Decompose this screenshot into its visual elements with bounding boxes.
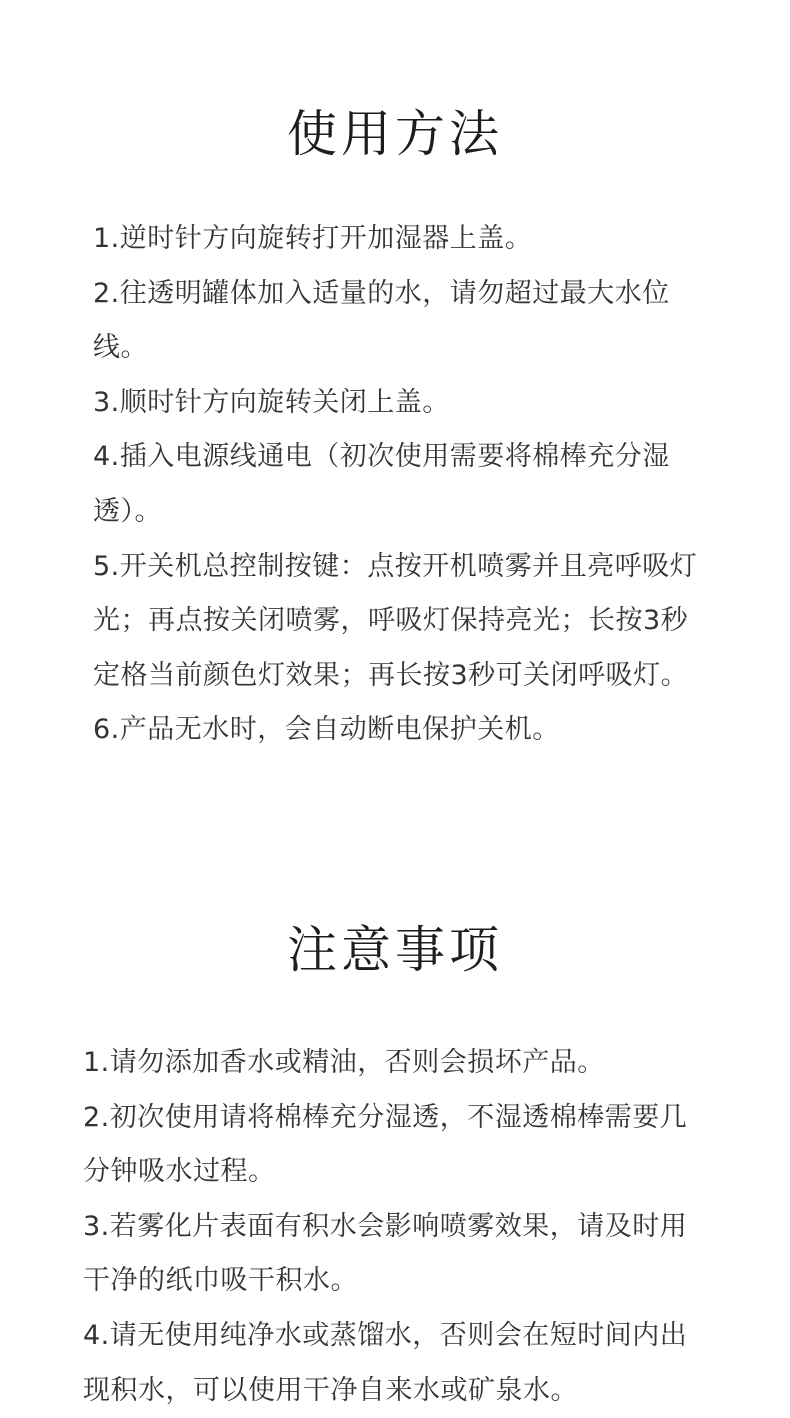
- usage-step-2: 2.往透明罐体加入适量的水，请勿超过最大水位线。: [93, 277, 670, 364]
- notes-title: 注意事项: [287, 921, 503, 979]
- usage-section: [0, 96, 790, 758]
- usage-step-6: 6.产品无水时，会自动断电保护关机。: [93, 714, 560, 746]
- usage-title: 使用方法: [287, 105, 503, 163]
- note-item-3: 3.若雾化片表面有积水会影响喷雾效果，请及时用干净的纸巾吸干积水。: [83, 1210, 688, 1297]
- note-item-2: 2.初次使用请将棉棒充分湿透，不湿透棉棒需要几分钟吸水过程。: [83, 1101, 688, 1188]
- usage-step-5: 5.开关机总控制按键：点按开机喷雾并且亮呼吸灯光；再点按关闭喷雾，呼吸灯保持亮光；长按3秒定格当前颜色灯效果；再长按3秒可关闭呼吸灯。: [93, 550, 698, 691]
- usage-step-1: 1.逆时针方向旋转打开加湿器上盖。: [93, 223, 533, 254]
- usage-list: [93, 212, 708, 758]
- note-item-1: 1.请勿添加香水或精油，否则会损坏产品。: [83, 1047, 605, 1078]
- note-item-4: 4.请无使用纯净水或蒸馏水，否则会在短时间内出现积水，可以使用干净自来水或矿泉水。: [83, 1319, 688, 1406]
- notes-section: [0, 912, 790, 1418]
- usage-step-4: 4.插入电源线通电（初次使用需要将棉棒充分湿透）。: [93, 441, 670, 527]
- usage-step-3: 3.顺时针方向旋转关闭上盖。: [93, 386, 450, 418]
- notes-list: [83, 1036, 703, 1418]
